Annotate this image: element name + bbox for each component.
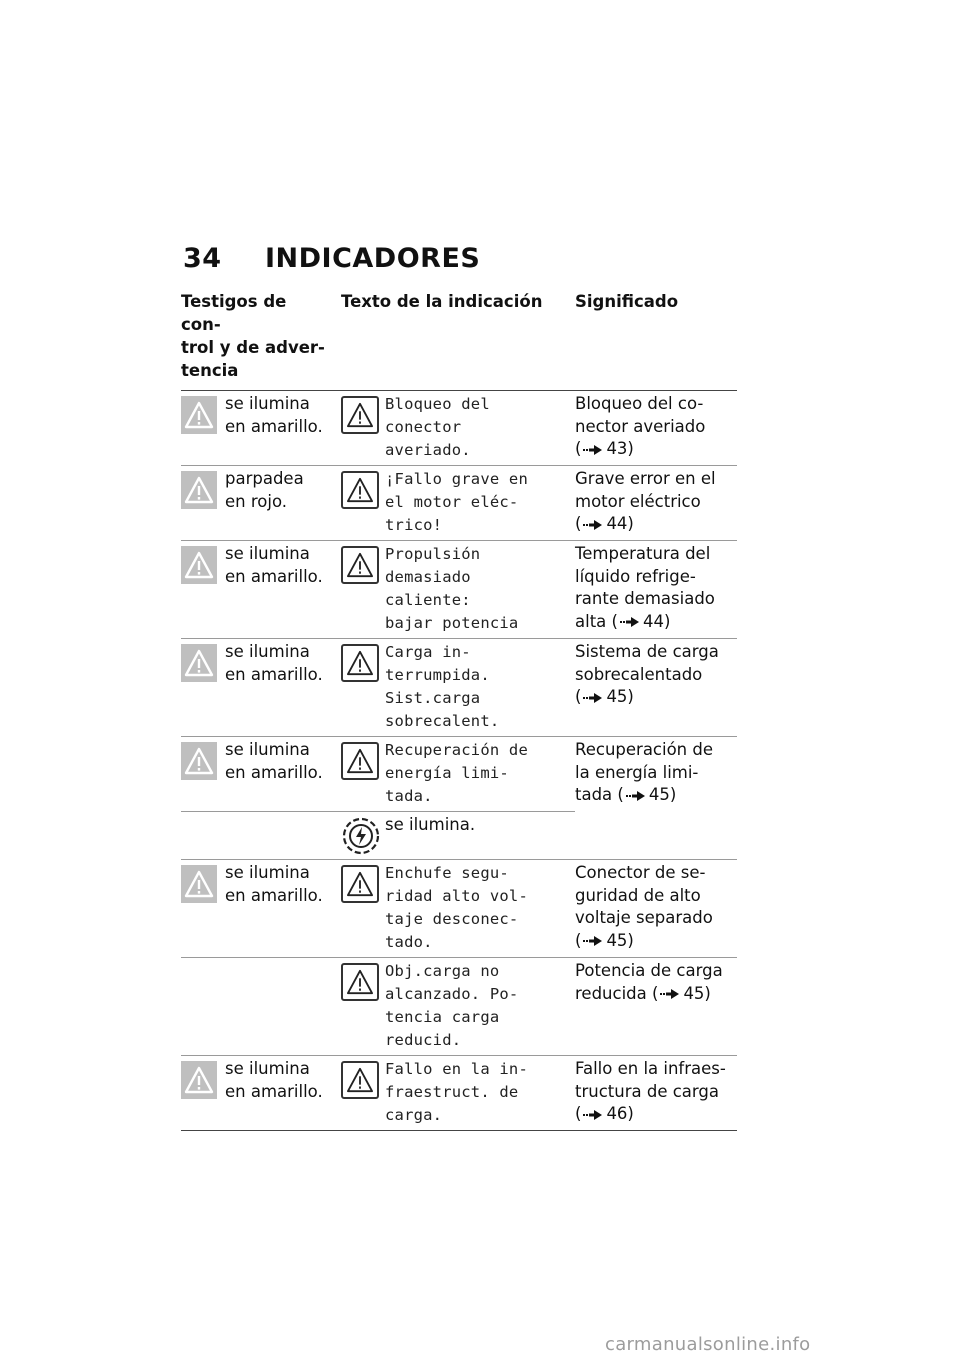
meaning-label: Fallo en la infraes- tructura de carga ( xyxy=(575,1059,726,1123)
display-message xyxy=(341,468,575,537)
table-row xyxy=(181,639,737,737)
meaning-cell xyxy=(575,639,737,737)
display-text-cell xyxy=(341,466,575,541)
display-message xyxy=(341,393,575,462)
display-text-cell xyxy=(341,860,575,958)
meaning-label: Potencia de carga reducida ( xyxy=(575,961,723,1003)
meaning-label: Grave error en el motor eléctrico ( xyxy=(575,469,716,533)
display-warning-icon xyxy=(341,471,379,509)
table-row xyxy=(181,541,737,639)
display-text-cell xyxy=(341,541,575,639)
reference-arrow-icon xyxy=(581,931,606,950)
table-row xyxy=(181,466,737,541)
indicator xyxy=(181,393,341,438)
indicator-cell xyxy=(181,1056,341,1131)
display-text: Recuperación de energía limi- tada. xyxy=(385,741,528,805)
meaning-label: Temperatura del líquido refrige- rante demasiado alta ( xyxy=(575,544,715,631)
indicator-table xyxy=(181,290,737,1131)
warning-triangle-icon xyxy=(181,865,217,903)
indicator-state: se ilumina en amarillo. xyxy=(225,394,323,436)
warning-triangle-icon xyxy=(181,471,217,509)
indicator-cell xyxy=(181,737,341,812)
indicator xyxy=(181,862,341,907)
table-row xyxy=(181,1056,737,1131)
display-warning-icon xyxy=(341,1061,379,1099)
warning-triangle-icon xyxy=(181,1061,217,1099)
indicator-state: se ilumina en amarillo. xyxy=(225,740,323,782)
reference-page: 45) xyxy=(606,930,634,950)
reference-page: 44) xyxy=(606,514,634,533)
meaning-text xyxy=(575,1059,726,1123)
display-text-cell xyxy=(341,391,575,466)
warning-triangle-icon xyxy=(181,546,217,584)
display-message xyxy=(341,739,575,808)
display-message xyxy=(341,1058,575,1127)
display-warning-icon xyxy=(341,546,379,584)
table-row xyxy=(181,958,737,1056)
indicator-cell xyxy=(181,812,341,860)
table-row xyxy=(181,391,737,466)
meaning-cell xyxy=(575,1056,737,1131)
indicator xyxy=(181,641,341,686)
indicator xyxy=(181,543,341,588)
display-text-cell xyxy=(341,639,575,737)
display-warning-icon xyxy=(341,963,379,1001)
display-warning-icon xyxy=(341,644,379,682)
meaning-cell xyxy=(575,737,737,860)
reference-arrow-icon xyxy=(658,984,683,1003)
table-row xyxy=(181,860,737,958)
indicator-state: parpadea en rojo. xyxy=(225,469,304,511)
header-meaning: Significado xyxy=(575,290,737,391)
meaning-text xyxy=(575,961,723,1003)
indicator-cell xyxy=(181,639,341,737)
meaning-cell xyxy=(575,958,737,1056)
header-display-text: Texto de la indicación xyxy=(341,290,575,391)
reference-arrow-icon xyxy=(581,514,606,533)
meaning-text xyxy=(575,863,713,950)
watermark: carmanualsonline.info xyxy=(605,1334,811,1355)
indicator-cell xyxy=(181,466,341,541)
display-warning-icon xyxy=(341,396,379,434)
meaning-cell xyxy=(575,541,737,639)
display-text: Bloqueo del conector averiado. xyxy=(385,395,490,459)
display-text-cell xyxy=(341,1056,575,1131)
page-header xyxy=(183,243,480,277)
display-text: Enchufe segu- ridad alto vol- taje desconec- tado. xyxy=(385,864,528,951)
indicator-cell xyxy=(181,391,341,466)
reference-page: 46) xyxy=(606,1104,634,1123)
indicator-state: se ilumina en amarillo. xyxy=(225,544,323,586)
meaning-text xyxy=(575,394,705,458)
indicator-state: se ilumina en amarillo. xyxy=(225,863,323,905)
page-reference[interactable] xyxy=(581,439,633,458)
reference-page: 45) xyxy=(648,785,677,804)
chapter-title: INDICADORES xyxy=(265,243,481,274)
reference-page: 45) xyxy=(606,687,634,706)
display-warning-icon xyxy=(341,742,379,780)
indicator xyxy=(181,468,341,513)
display-text-cell xyxy=(341,812,575,860)
reference-arrow-icon xyxy=(581,1104,606,1123)
meaning-cell xyxy=(575,466,737,541)
display-text: Fallo en la in- fraestruct. de carga. xyxy=(385,1060,528,1124)
meaning-text xyxy=(575,469,716,533)
indicator-state: se ilumina en amarillo. xyxy=(225,642,323,684)
table-row xyxy=(181,737,737,812)
meaning-label: Sistema de carga sobrecalentado ( xyxy=(575,642,719,706)
meaning-label: Conector de se- guridad de alto voltaje separado ( xyxy=(575,863,713,950)
indicator-cell xyxy=(181,541,341,639)
display-message xyxy=(341,814,575,856)
indicator-cell xyxy=(181,860,341,958)
page-reference[interactable] xyxy=(581,931,633,950)
indicator xyxy=(181,1058,341,1103)
page-reference[interactable] xyxy=(581,1104,633,1123)
indicator-cell xyxy=(181,958,341,1056)
display-message xyxy=(341,960,575,1052)
display-text: ¡Fallo grave en el motor eléc- trico! xyxy=(385,470,528,534)
display-text-cell xyxy=(341,958,575,1056)
meaning-text xyxy=(575,740,713,804)
page-reference[interactable] xyxy=(581,514,633,533)
display-text-cell xyxy=(341,737,575,812)
reference-arrow-icon xyxy=(618,612,643,631)
warning-triangle-icon xyxy=(181,396,217,434)
display-text: Obj.carga no alcanzado. Po- tencia carga reducid. xyxy=(385,962,519,1049)
meaning-text xyxy=(575,642,719,706)
meaning-cell xyxy=(575,860,737,958)
warning-triangle-icon xyxy=(181,644,217,682)
display-message xyxy=(341,862,575,954)
page-reference[interactable] xyxy=(618,612,670,631)
reference-arrow-icon xyxy=(581,687,606,706)
reference-page: 45) xyxy=(683,983,711,1003)
recuperation-icon xyxy=(341,816,381,856)
page-number: 34 xyxy=(183,243,222,274)
indicator xyxy=(181,739,341,784)
display-message xyxy=(341,543,575,635)
meaning-label: Recuperación de la energía limi- tada ( xyxy=(575,740,714,804)
meaning-cell xyxy=(575,391,737,466)
page-reference[interactable] xyxy=(624,785,676,804)
reference-arrow-icon xyxy=(581,439,606,458)
meaning-label: Bloqueo del co- nector averiado ( xyxy=(575,394,706,458)
display-message xyxy=(341,641,575,733)
page-reference[interactable] xyxy=(658,984,710,1003)
reference-arrow-icon xyxy=(624,785,649,804)
meaning-text xyxy=(575,544,715,631)
reference-page: 43) xyxy=(606,439,634,458)
page-reference[interactable] xyxy=(581,687,633,706)
warning-triangle-icon xyxy=(181,742,217,780)
display-text: Carga in- terrumpida. Sist.carga sobrecalent. xyxy=(385,643,500,730)
display-extra-text: se ilumina. xyxy=(385,815,476,834)
display-text: Propulsión demasiado caliente: bajar potencia xyxy=(385,545,519,632)
table-header-row xyxy=(181,290,737,391)
indicator-state: se ilumina en amarillo. xyxy=(225,1059,323,1101)
reference-page: 44) xyxy=(642,611,671,631)
display-warning-icon xyxy=(341,865,379,903)
header-indicator: Testigos de con- trol y de adver- tencia xyxy=(181,290,341,391)
